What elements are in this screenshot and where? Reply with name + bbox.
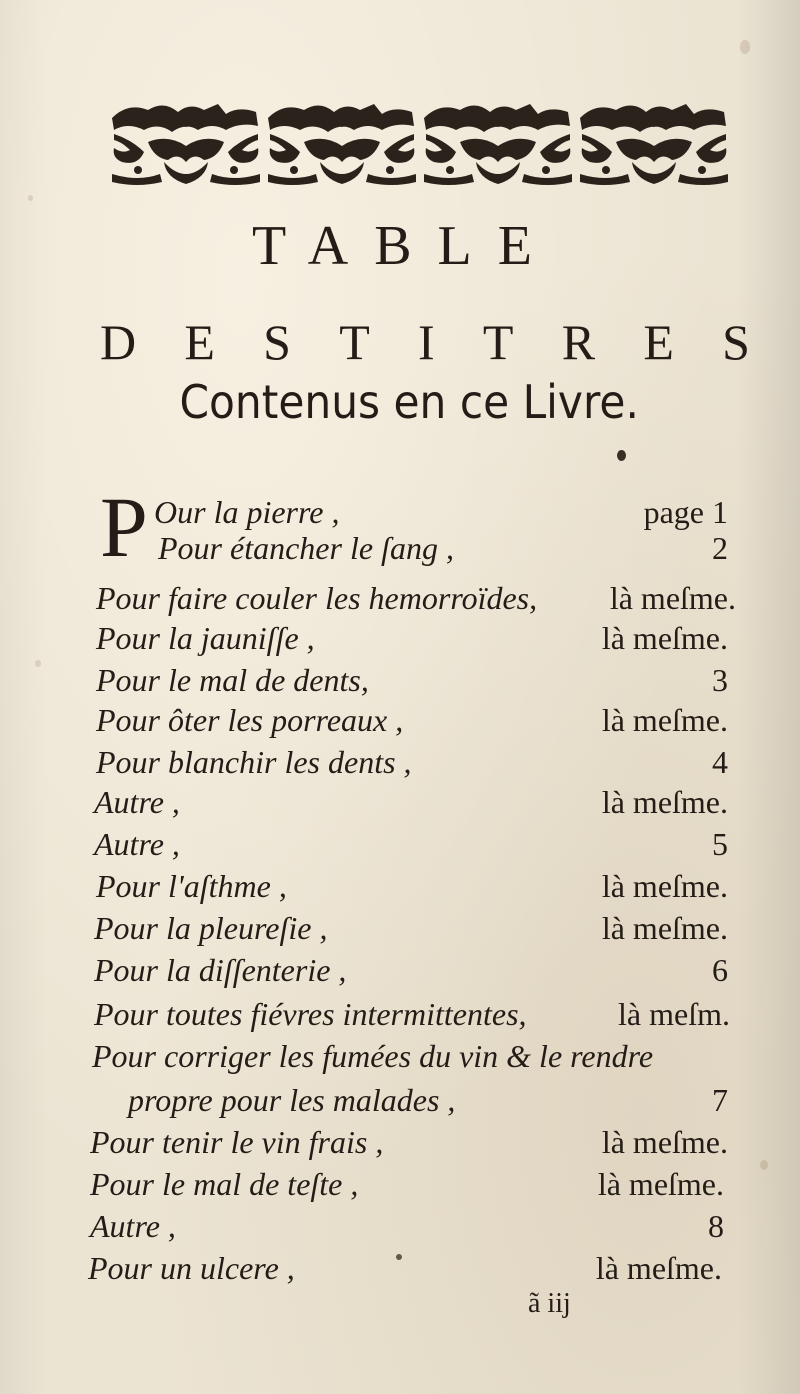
title-letter: S: [263, 314, 291, 370]
toc-entry: [0, 824, 800, 868]
entry-page: là meſme.: [601, 620, 728, 656]
entry-title: Pour tenir le vin frais ,: [90, 1124, 384, 1160]
toc-entry: [0, 1248, 800, 1292]
entry-page: là meſme.: [595, 1250, 722, 1286]
entry-title: Our la pierre ,: [154, 494, 340, 530]
entry-page: 5: [712, 826, 728, 862]
title-letter: D: [100, 314, 137, 370]
entry-title: Pour la diſſenterie ,: [94, 952, 347, 988]
entry-page: là meſme.: [609, 580, 736, 616]
title-des-titres: [100, 312, 750, 372]
entry-title: Autre ,: [94, 784, 180, 820]
entry-title: Pour blanchir les dents ,: [96, 744, 412, 780]
toc-entry: [0, 660, 800, 704]
entry-page: 3: [712, 662, 728, 698]
toc-entry: [0, 1080, 800, 1124]
entry-page: là meſm.: [618, 996, 730, 1032]
entry-page: 7: [712, 1082, 728, 1118]
toc-entry: [0, 950, 800, 994]
entry-title: Pour la pleureſie ,: [94, 910, 328, 946]
title-letter: T: [482, 314, 514, 370]
toc-entry: [0, 1036, 800, 1080]
entry-page: 6: [712, 952, 728, 988]
toc-entry: [0, 908, 800, 952]
entry-title: Pour ôter les porreaux ,: [96, 702, 404, 738]
paper-stain: [740, 40, 750, 54]
entry-title: Pour un ulcere ,: [88, 1250, 295, 1286]
toc-entry: [0, 1206, 800, 1250]
toc-entry: [0, 528, 800, 572]
subtitle: Contenus en ce Livre.: [179, 375, 639, 429]
toc-entry: [0, 742, 800, 786]
entry-page: là meſme.: [601, 910, 728, 946]
entry-title: Pour le mal de dents,: [96, 662, 369, 698]
toc-entry: [0, 578, 800, 622]
title-letter: E: [643, 314, 674, 370]
entry-title: Pour étancher le ſang ,: [158, 530, 454, 566]
entry-title: Pour l'aſthme ,: [96, 868, 287, 904]
title-letter: T: [339, 314, 370, 370]
ink-dot: [617, 450, 626, 461]
title-letter: S: [722, 314, 750, 370]
entry-page: là meſme.: [601, 868, 728, 904]
signature-mark: ã iij: [528, 1288, 571, 1319]
toc-entry: [0, 782, 800, 826]
entry-title: Pour la jauniſſe ,: [96, 620, 315, 656]
toc-entry: [0, 994, 800, 1038]
entry-title: propre pour les malades ,: [128, 1082, 456, 1118]
entry-page: là meſme.: [601, 1124, 728, 1160]
entry-page: là meſme.: [597, 1166, 724, 1202]
title-table: TABLE: [252, 215, 558, 277]
entry-title: Pour faire couler les hemorroïdes,: [96, 580, 538, 616]
entry-page: page 1: [643, 494, 728, 530]
toc-entry: [0, 1164, 800, 1208]
entry-title: Pour le mal de teſte ,: [90, 1166, 359, 1202]
title-letter: E: [184, 314, 215, 370]
entry-page: 4: [712, 744, 728, 780]
toc-entry: [0, 700, 800, 744]
entry-title: Autre ,: [90, 1208, 176, 1244]
title-letter: R: [561, 314, 596, 370]
entry-page: 8: [708, 1208, 724, 1244]
drop-cap: P: [100, 479, 148, 575]
toc-entry: [0, 1122, 800, 1166]
entry-page: là meſme.: [601, 702, 728, 738]
toc-entry: [0, 618, 800, 662]
entry-title: Pour toutes fiévres intermittentes,: [94, 996, 527, 1032]
entry-page: là meſme.: [601, 784, 728, 820]
entry-page: 2: [712, 530, 728, 566]
entry-title: Pour corriger les fumées du vin & le rendre: [92, 1038, 654, 1074]
entry-title: Autre ,: [94, 826, 180, 862]
title-letter: I: [418, 314, 435, 370]
toc-entry: [0, 866, 800, 910]
paper-stain: [28, 195, 33, 201]
headpiece-ornament: [108, 100, 730, 186]
